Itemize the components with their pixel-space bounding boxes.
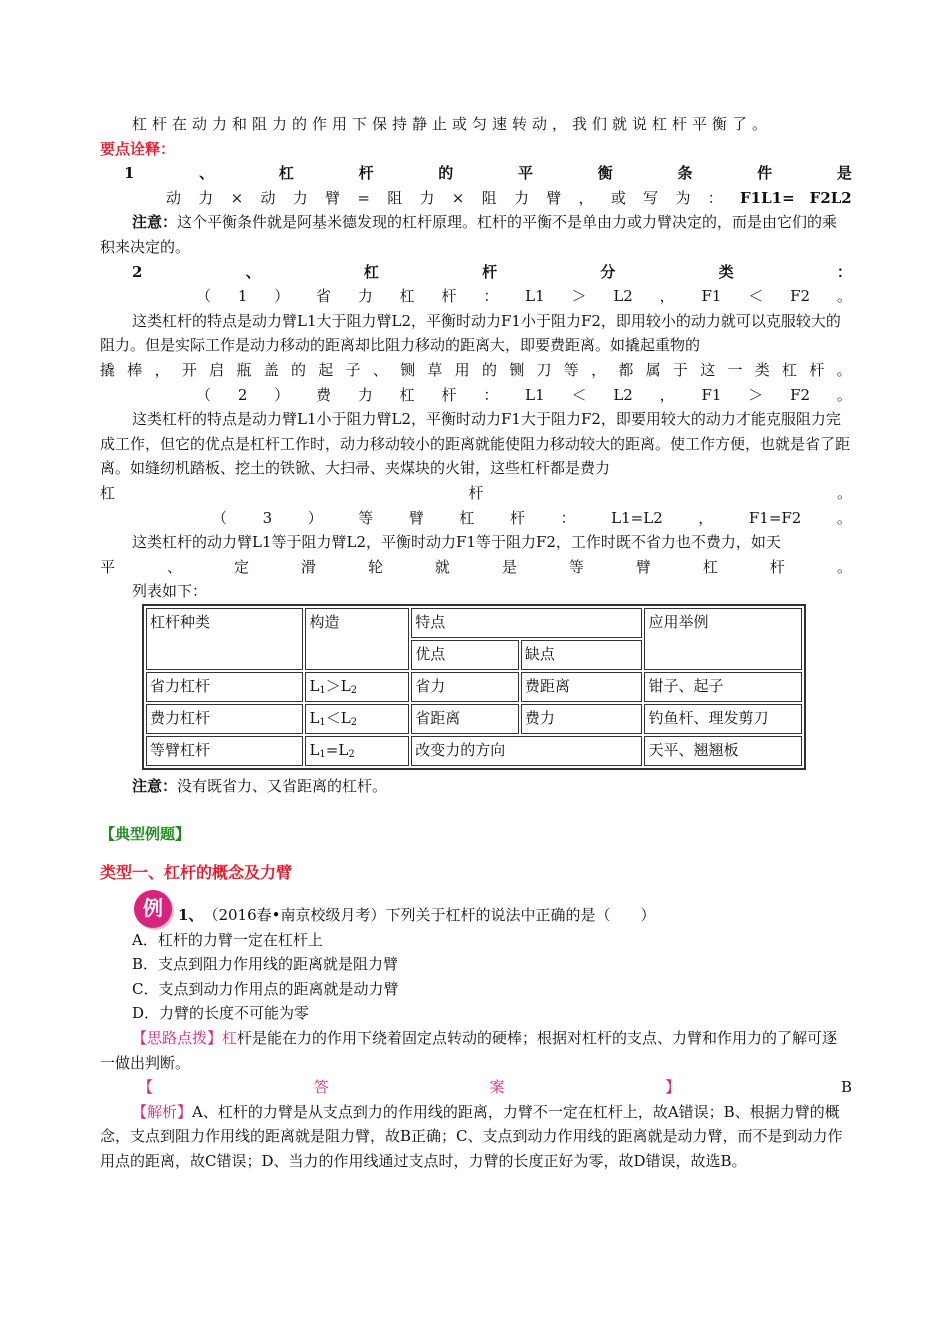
- example-badge-icon: 例: [134, 890, 172, 928]
- header-advantage: 优点: [411, 640, 519, 670]
- lever-comparison-table: [142, 604, 806, 770]
- hint-paragraph: 【思路点拨】杠杆是能在力的作用下绕着固定点转动的硬棒；根据对杠杆的支点、力臂和作用力的了解可逐一做出判断。: [100, 1029, 838, 1072]
- document-page: [100, 112, 852, 1174]
- option-b: B．支点到阻力作用线的距离就是阻力臂: [132, 955, 399, 974]
- answer-value: B: [840, 1078, 852, 1097]
- type-title: 类型一、杠杆的概念及力臂: [100, 863, 293, 883]
- note-2: 注意：没有既省力、又省距离的杠杆。: [132, 776, 388, 795]
- balance-condition-heading: 1 、 杠 杆 的 平 衡 条 件 是: [124, 164, 852, 183]
- table-row: 费力杠杆 $L_1<L_2$ 省距离 费力 钓鱼杆、理发剪刀: [146, 704, 802, 734]
- question-header: [100, 890, 852, 928]
- type-3-description: 这类杠杆的动力臂L1等于阻力臂L2，平衡时动力F1等于阻力F2，工作时既不省力也不费力，如天: [132, 533, 781, 552]
- option-d: D．力臂的长度不可能为零: [132, 1004, 310, 1023]
- option-a: A．杠杆的力臂一定在杠杆上: [132, 930, 323, 949]
- type-1-heading: （ 1 ） 省 力 杠 杆 ： L1 ＞ L2 ， F1 ＜ F2 。: [196, 287, 852, 306]
- balance-formula: F1L1= F2L2: [740, 188, 852, 207]
- type-3-description-end: 平 、 定 滑 轮 就 是 等 臂 杠 杆 。: [100, 557, 852, 576]
- table-row: 等臂杠杆 $L_1=L_2$ 改变力的方向 天平、翘翘板: [146, 736, 802, 766]
- type-3-heading: （ 3 ） 等 臂 杠 杆 ： L1=L2 ， F1=F2 。: [212, 508, 852, 527]
- intro-paragraph: 杠杆在动力和阻力的作用下保持静止或匀速转动，我们就说杠杆平衡了。: [132, 115, 773, 133]
- analysis-paragraph: 【解析】A、杠杆的力臂是从支点到力的作用线的距离，力臂不一定在杠杆上，故A错误；B、根据力臂的概念，支点到阻力作用线的距离就是阻力臂，故B正确；C、支点到动力作用线的距离就是动力臂，而不是到动力作用点的距离，故C错误；D、当力的作用线通过支点时，力臂的长度正好为零，故D错误，故选B。: [100, 1102, 843, 1170]
- question-text: （2016春•南京校级月考）下列关于杠杆的说法中正确的是（ ）: [203, 906, 656, 925]
- type-1-description: 这类杠杆的特点是动力臂L1大于阻力臂L2，平衡时动力F1小于阻力F2，即用较小的动力就可以克服较大的阻力。但是实际工作是动力移动的距离却比阻力移动的距离大，即要费距离。如撬起重物的: [100, 311, 841, 355]
- header-disadvantage: 缺点: [521, 640, 643, 670]
- type-2-description-end: 杠 杆 。: [100, 483, 852, 502]
- note-1: 注意：这个平衡条件就是阿基米德发现的杠杆原理。杠杆的平衡不是单由力或力臂决定的，而是由它们的乘积来决定的。: [100, 213, 838, 256]
- header-features: 特点: [411, 608, 642, 638]
- type-2-description: 这类杠杆的特点是动力臂L1小于阻力臂L2，平衡时动力F1大于阻力F2，即要用较大的动力才能克服阻力完成工作，但它的优点是杠杆工作时，动力移动较小的距离就能使阻力移动较大的距离。使工作方便，也就是省了距离。如缝纫机踏板、挖土的铁锨、大扫帚、夹煤块的火钳，这些杠杆都是费力: [100, 410, 851, 478]
- answer-line: 【 答 案 】 B: [100, 1075, 852, 1100]
- table-row: 省力杠杆 $L_1>L_2$ 省力 费距离 钳子、起子: [146, 672, 802, 702]
- examples-title: 【典型例题】: [100, 825, 191, 844]
- table-intro: 列表如下：: [132, 582, 208, 601]
- question-number: 1、: [178, 906, 204, 925]
- classification-heading: 2 、 杠 杆 分 类 ：: [132, 262, 852, 281]
- option-c: C．支点到动力作用点的距离就是动力臂: [132, 979, 399, 998]
- header-lever-type: 杠杆种类: [146, 608, 303, 670]
- key-points-title: 要点诠释：: [100, 139, 176, 158]
- header-examples: 应用举例: [644, 608, 802, 670]
- type-1-examples: 撬 棒 ， 开 启 瓶 盖 的 起 子 、 铡 草 用 的 铡 刀 等 ， 都 属 于 这 一 类 杠 杆 。: [100, 360, 852, 379]
- balance-condition-formula: 动 力 × 动 力 臂 = 阻 力 × 阻 力 臂 ， 或 写 为 ： F1L1= F2L2: [100, 186, 852, 211]
- header-structure: 构造: [305, 608, 409, 670]
- type-2-heading: （ 2 ） 费 力 杠 杆 ： L1 ＜ L2 ， F1 ＞ F2 。: [196, 385, 852, 404]
